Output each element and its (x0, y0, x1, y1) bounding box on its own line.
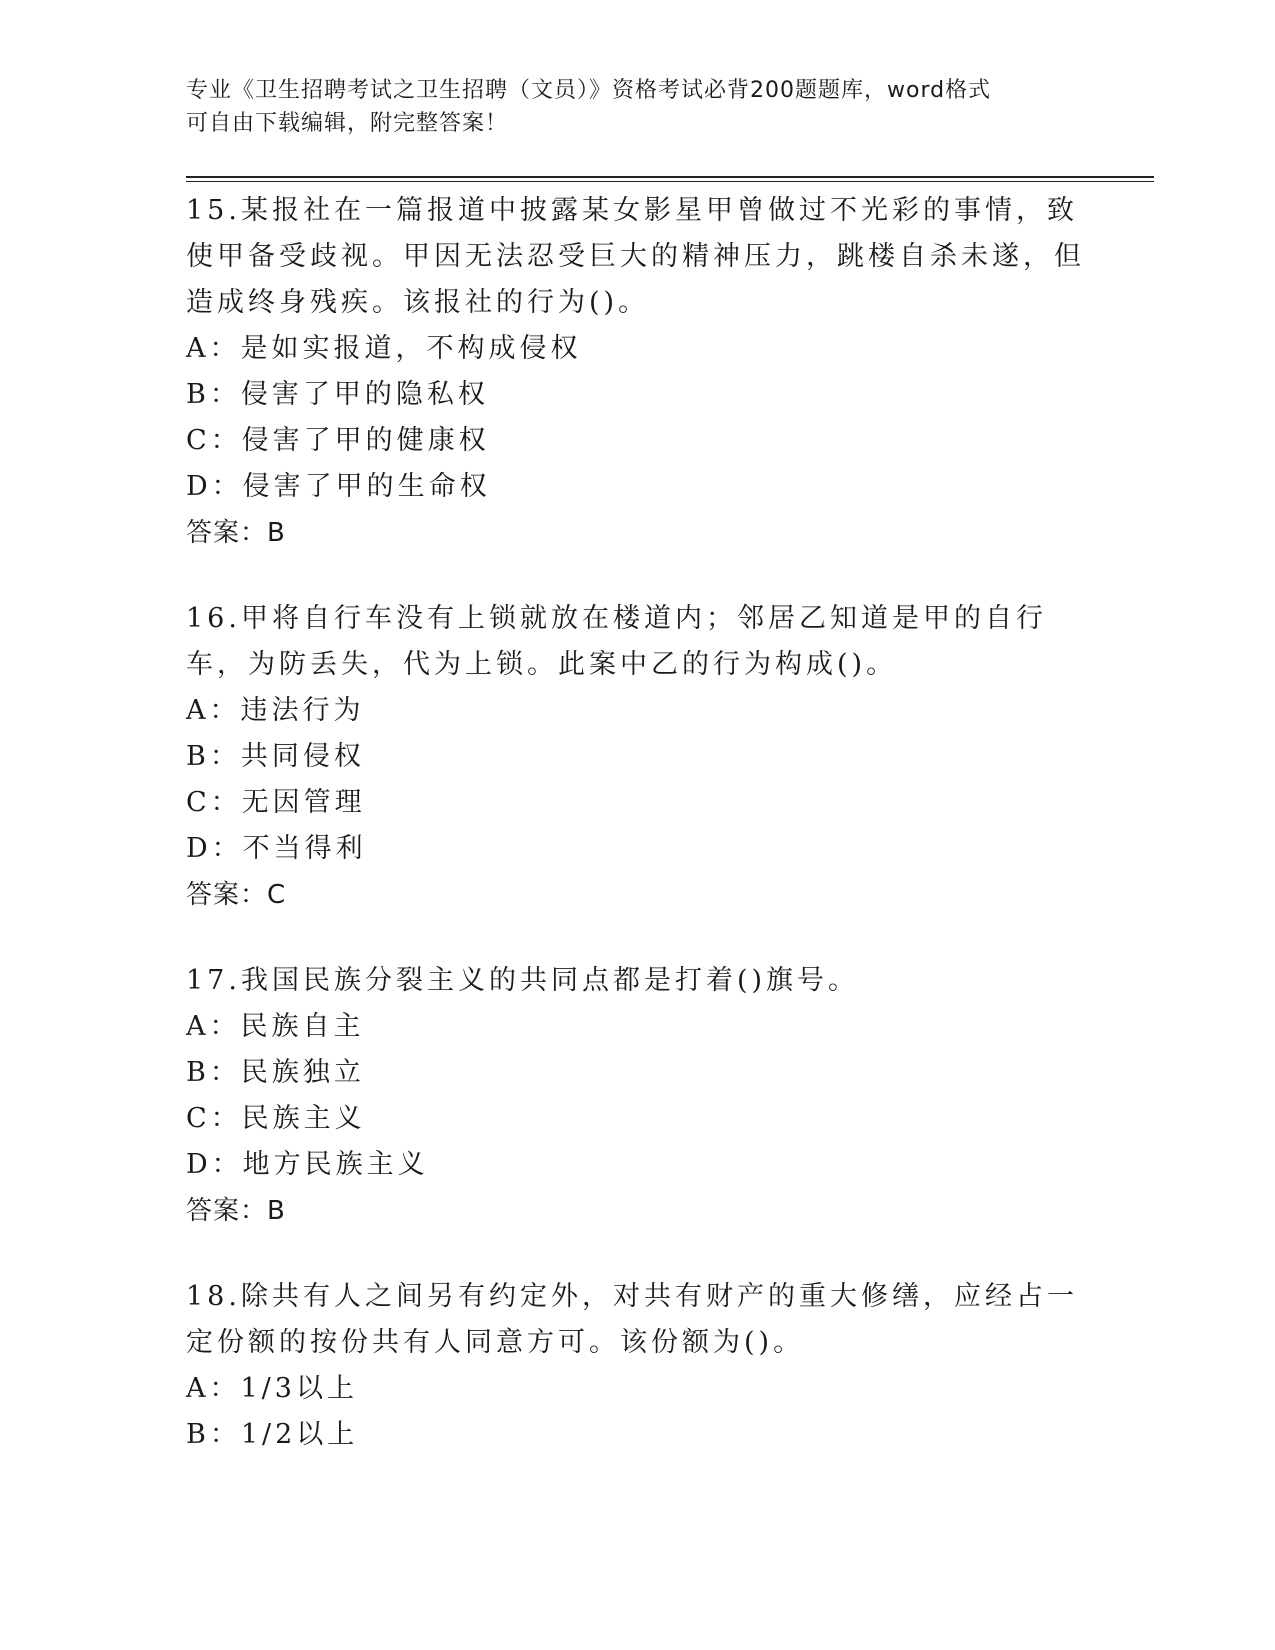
header-line-1: 专业《卫生招聘考试之卫生招聘（文员）》资格考试必背200题题库，word格式 (186, 78, 992, 103)
option-a: A：是如实报道，不构成侵权 (186, 333, 582, 364)
option-c: C：无因管理 (186, 787, 366, 818)
header-line-2: 可自由下载编辑，附完整答案！ (186, 111, 509, 136)
option-c: C：侵害了甲的健康权 (186, 425, 490, 456)
answer-line: 答案：C (186, 880, 287, 910)
document-header (186, 74, 1066, 140)
header-divider-thick (186, 176, 1154, 178)
option-d: D：不当得利 (186, 833, 367, 864)
question-15 (186, 188, 1086, 556)
option-c: C：民族主义 (186, 1103, 366, 1134)
question-stem: 17.我国民族分裂主义的共同点都是打着()旗号。 (186, 965, 860, 996)
question-list (186, 188, 1086, 1498)
header-divider-thin (186, 181, 1154, 182)
question-stem: 16.甲将自行车没有上锁就放在楼道内；邻居乙知道是甲的自行车，为防丢失，代为上锁。此案中乙的行为构成()。 (186, 603, 1047, 680)
option-d: D：地方民族主义 (186, 1149, 429, 1180)
option-b: B：共同侵权 (186, 741, 365, 772)
question-17 (186, 958, 1086, 1234)
option-b: B：民族独立 (186, 1057, 365, 1088)
question-stem: 15.某报社在一篇报道中披露某女影星甲曾做过不光彩的事情，致使甲备受歧视。甲因无法忍受巨大的精神压力，跳楼自杀未遂，但造成终身残疾。该报社的行为()。 (186, 195, 1085, 318)
option-b: B：侵害了甲的隐私权 (186, 379, 489, 410)
answer-line: 答案：B (186, 1196, 286, 1226)
answer-line: 答案：B (186, 518, 286, 548)
option-d: D：侵害了甲的生命权 (186, 471, 491, 502)
option-a: A：民族自主 (186, 1011, 365, 1042)
question-stem: 18.除共有人之间另有约定外，对共有财产的重大修缮，应经占一定份额的按份共有人同意方可。该份额为()。 (186, 1281, 1078, 1358)
option-a: A：1/3以上 (186, 1373, 358, 1404)
question-16 (186, 596, 1086, 918)
question-18 (186, 1274, 1086, 1458)
option-a: A：违法行为 (186, 695, 365, 726)
option-b: B：1/2以上 (186, 1419, 359, 1450)
